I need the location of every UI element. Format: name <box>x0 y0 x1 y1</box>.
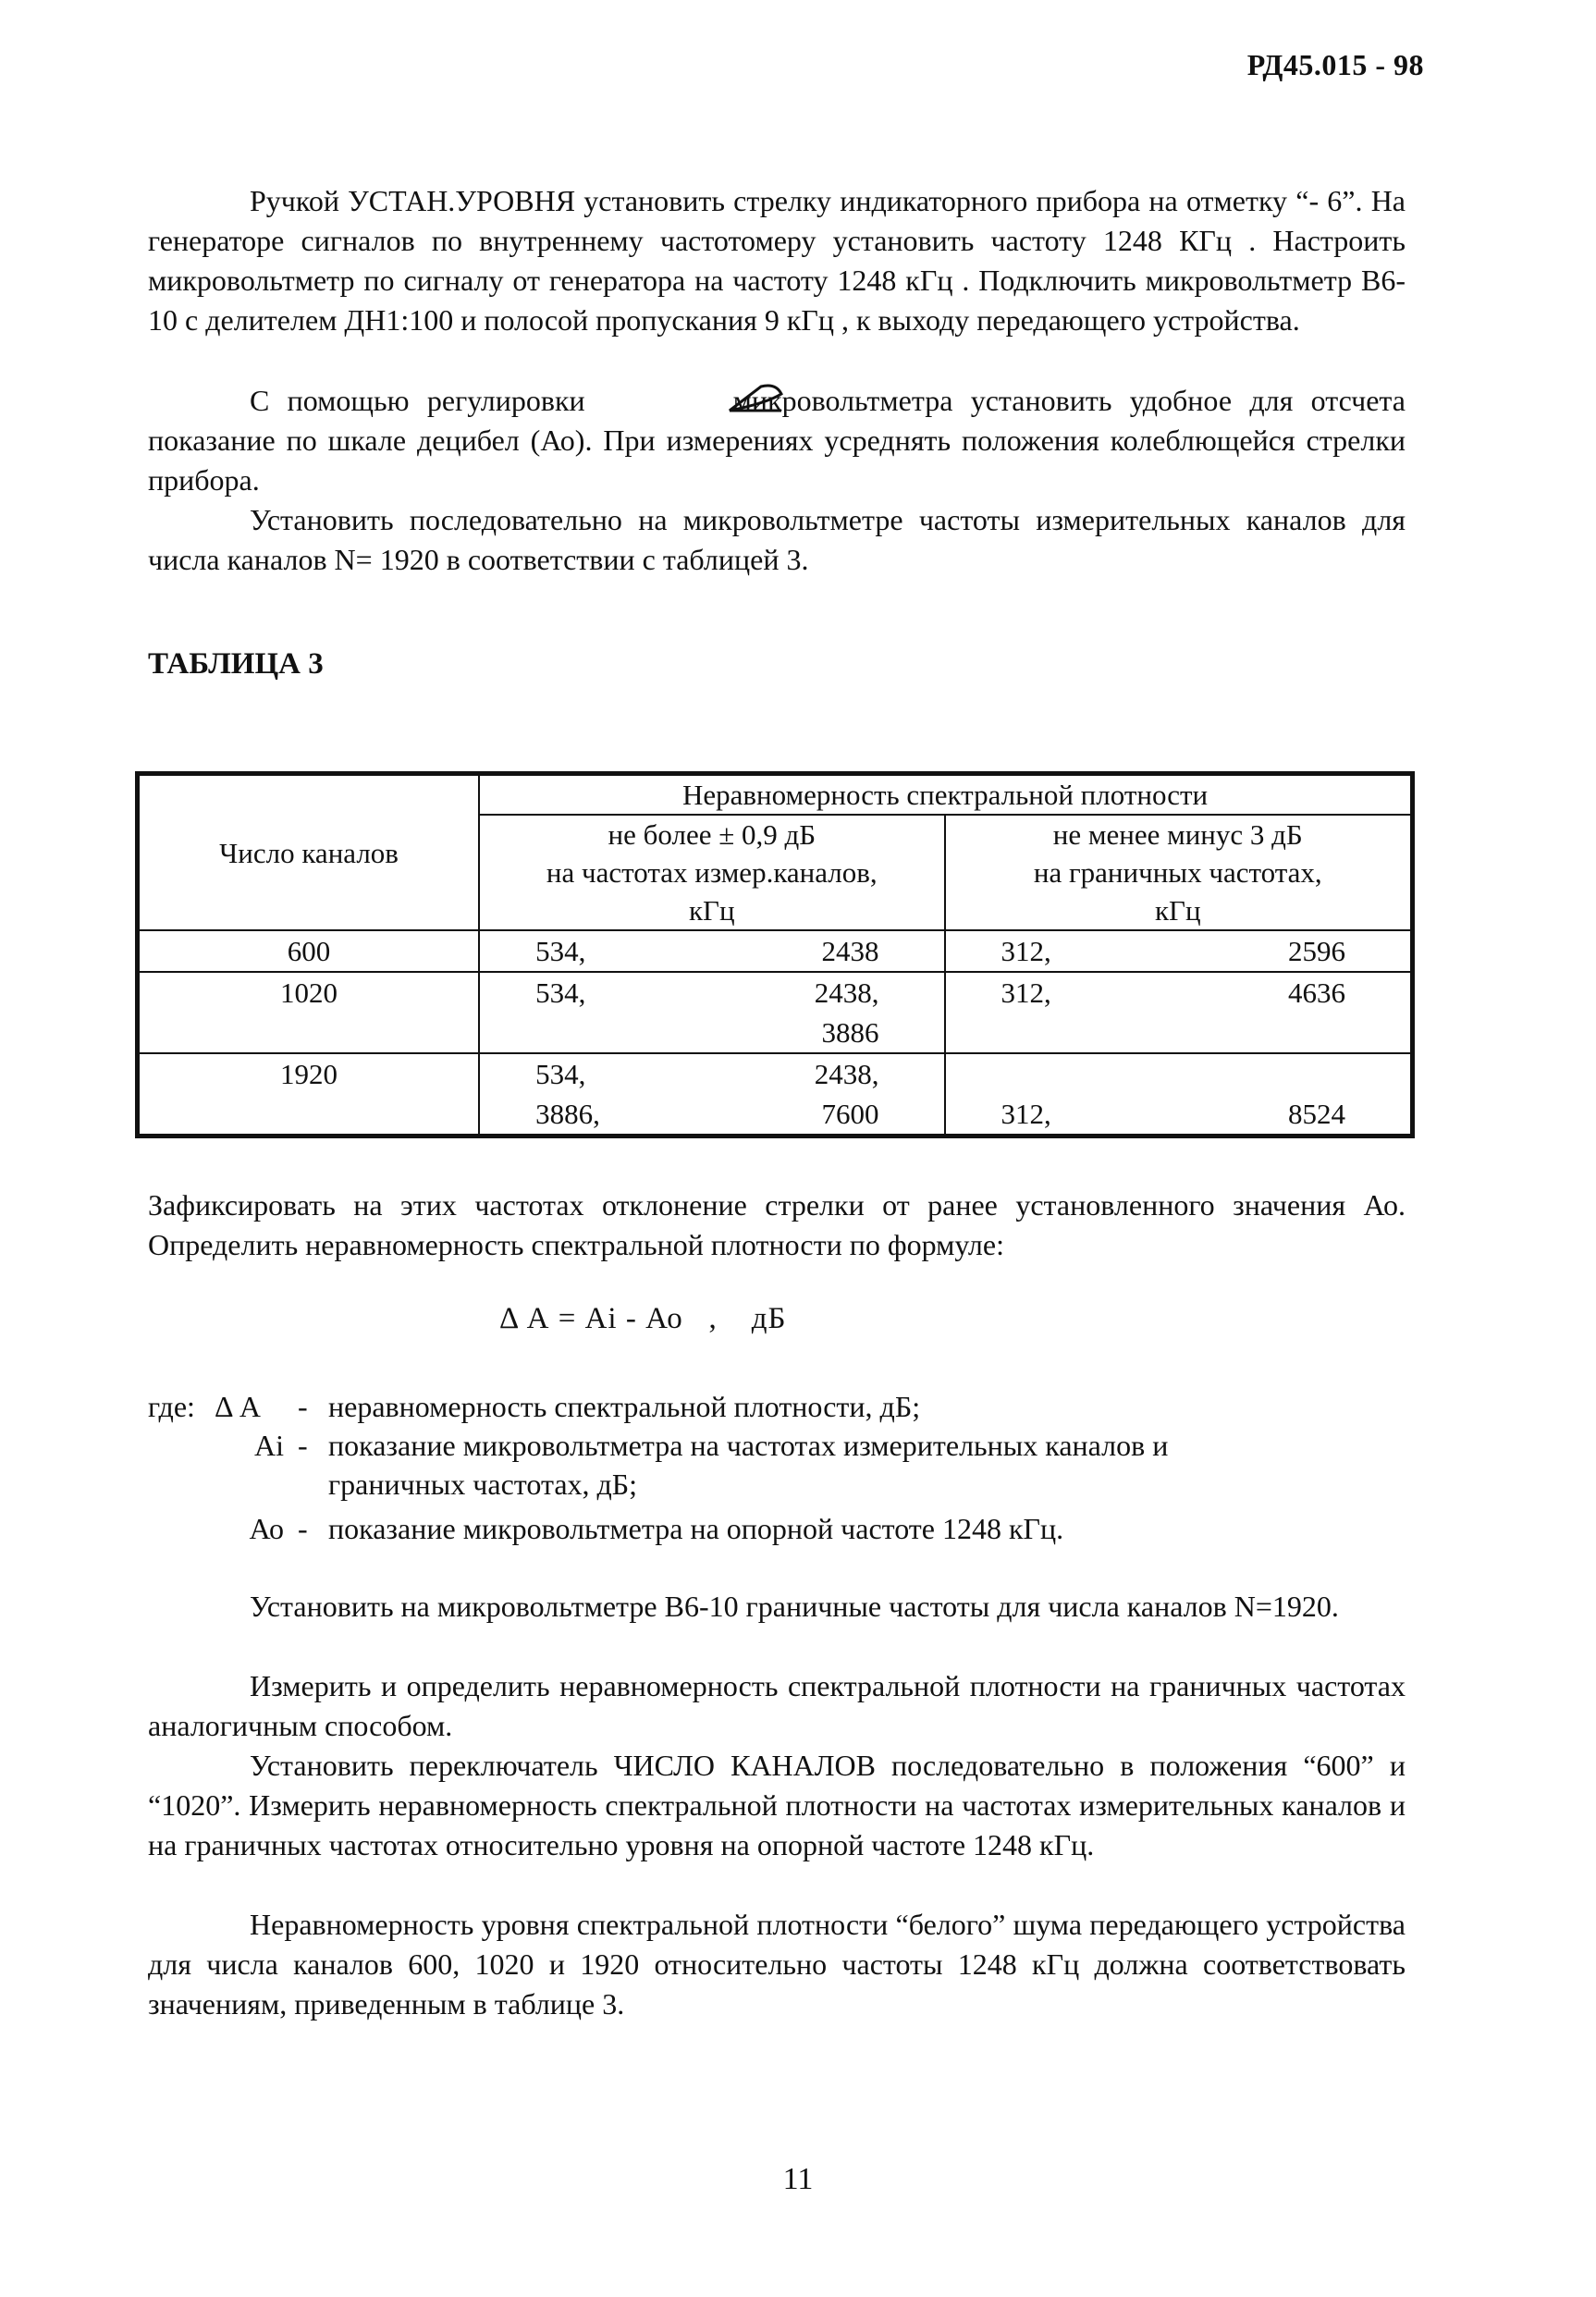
cell-measurement <box>479 930 944 972</box>
symbol-delta-a: Δ А <box>215 1390 261 1423</box>
symbol-ao: Ао <box>249 1512 284 1545</box>
cell-channels: 1020 <box>139 972 479 1053</box>
definition-ao: показание микровольтметра на опорной частоте 1248 кГц. <box>328 1512 1064 1545</box>
cell-value: 312, <box>1001 935 1051 967</box>
cell-value: 312, <box>1001 977 1051 1009</box>
document-code: РД45.015 - 98 <box>1246 48 1424 81</box>
cell-value: 2596 <box>1288 935 1345 967</box>
cell-value: 3886 <box>821 1016 879 1049</box>
cell-value: 4636 <box>1288 977 1345 1009</box>
table-row <box>139 972 1411 1053</box>
dash: - <box>298 1512 308 1545</box>
table-row <box>139 930 1411 972</box>
paragraph-adjustment-start: С помощью регулировки <box>250 384 585 417</box>
cell-value: 7600 <box>821 1098 879 1130</box>
cell-value: 2438, <box>814 977 879 1009</box>
dash: - <box>298 1390 308 1423</box>
paragraph-measure-edges: Измерить и определить неравномерность спектральной плотности на граничных частотах аналогичным способом. <box>148 1669 1406 1742</box>
page-number: 11 <box>782 2162 814 2196</box>
header-channel-count: Число каналов <box>139 775 479 930</box>
cell-channels: 600 <box>139 930 479 972</box>
header-edge-frequencies: не менее минус 3 дБ на граничных частотах, кГц <box>945 815 1411 930</box>
dash: - <box>298 1429 308 1462</box>
formula: Δ А = Аі - Ао , дБ <box>499 1302 787 1335</box>
cell-value: 2438 <box>821 935 879 967</box>
cell-value: 534, <box>535 1058 586 1090</box>
cell-measurement <box>479 972 944 1053</box>
cell-value: 8524 <box>1288 1098 1345 1130</box>
paragraph-setup: Ручкой УСТАН.УРОВНЯ установить стрелку индикаторного прибора на отметку “- 6”. На генераторе сигналов по внутреннему частотомеру установить частоту 1248 КГц . Настроить микровольтметр по сигналу от генератора на частоту 1248 кГц . Подключить микровольтметр В6-10 с делителем ДН1:100 и полосой пропускания 9 кГц , к выходу передающего устройства. <box>148 184 1406 337</box>
cell-channels: 1920 <box>139 1053 479 1135</box>
paragraph-record: Зафиксировать на этих частотах отклонение стрелки от ранее установленного значения Ао. Определить неравномерность спектральной плотности по формуле: <box>148 1188 1406 1261</box>
paragraph-edge-frequencies: Установить на микровольтметре В6-10 граничные частоты для числа каналов N=1920. <box>250 1590 1339 1623</box>
definition-ai: показание микровольтметра на частотах измерительных каналов и граничных частотах, дБ; <box>328 1429 1169 1501</box>
paragraph-adjustment <box>148 381 1406 500</box>
cell-measurement <box>479 1053 944 1135</box>
table-caption: ТАБЛИЦА 3 <box>148 647 324 681</box>
cell-value: 534, <box>535 935 586 967</box>
definition-delta-a: неравномерность спектральной плотности, дБ; <box>328 1390 921 1423</box>
table-row <box>139 1053 1411 1135</box>
paragraph-conclusion: Неравномерность уровня спектральной плотности “белого” шума передающего устройства для числа каналов 600, 1020 и 1920 относительно частоты 1248 кГц должна соответствовать значениям, приведенным в таблице 3. <box>148 1908 1406 2021</box>
cell-edge <box>945 972 1411 1053</box>
cell-value: 534, <box>535 977 586 1009</box>
paragraph-channel-switch: Установить переключатель ЧИСЛО КАНАЛОВ последовательно в положения “600” и “1020”. Измерить неравномерность спектральной плотности на частотах измерительных каналов и на граничных частотах относительно уровня на опорной частоте 1248 кГц. <box>148 1749 1406 1861</box>
cell-edge <box>945 930 1411 972</box>
header-unevenness: Неравномерность спектральной плотности <box>479 775 1411 815</box>
adjust-knob-icon <box>622 381 696 414</box>
symbol-ai: Аі <box>254 1429 284 1462</box>
cell-edge <box>945 1053 1411 1135</box>
cell-value: 2438, <box>814 1058 879 1090</box>
table-3 <box>135 771 1415 1138</box>
header-measurement-frequencies: не более ± 0,9 дБ на частотах измер.каналов, кГц <box>479 815 944 930</box>
paragraph-adjustment-end: микровольтметра установить удобное для отсчета показание по шкале децибел (Ао). При измерениях усреднять положения колеблющейся стрелки прибора. <box>148 384 1406 497</box>
cell-value: 312, <box>1001 1098 1051 1130</box>
where-label: где: <box>148 1390 195 1423</box>
paragraph-frequencies: Установить последовательно на микровольтметре частоты измерительных каналов для числа каналов N= 1920 в соответствии с таблицей 3. <box>148 503 1406 576</box>
cell-value: 3886, <box>535 1098 600 1130</box>
